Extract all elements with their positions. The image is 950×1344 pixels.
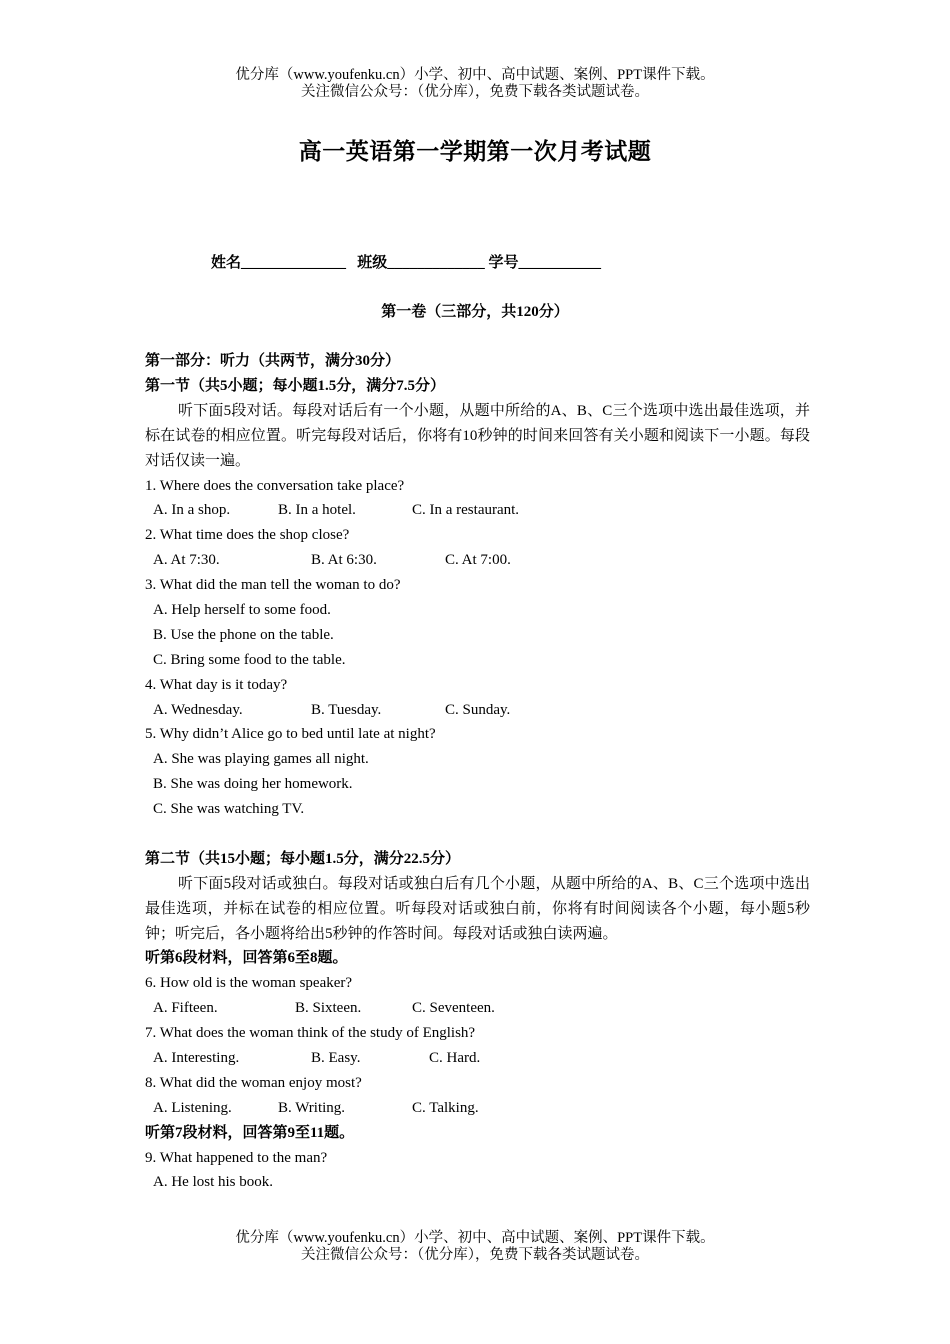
- option-c: C. In a restaurant.: [412, 502, 520, 519]
- question-3: 3. What did the man tell the woman to do?: [145, 577, 401, 594]
- option-a: A. Wednesday.: [153, 701, 243, 718]
- question-8-options: [145, 1096, 810, 1121]
- question-5: 5. Why didn’t Alice go to bed until late at night?: [145, 726, 436, 743]
- question-9: 9. What happened to the man?: [145, 1149, 328, 1166]
- option-c: C. Sunday.: [445, 701, 511, 718]
- question-2: 2. What time does the shop close?: [145, 527, 350, 544]
- option-b: B. At 6:30.: [311, 552, 377, 569]
- option-b: B. Writing.: [278, 1099, 346, 1116]
- option-c: C. Hard.: [429, 1050, 481, 1067]
- footer-line-2: 关注微信公众号：（优分库），免费下载各类试题试卷。: [301, 1247, 649, 1263]
- question-4: 4. What day is it today?: [145, 676, 288, 693]
- option-a: A. Fifteen.: [153, 1000, 218, 1017]
- option-c: C. At 7:00.: [445, 552, 511, 569]
- question-1-options: [145, 498, 810, 523]
- part1-heading: 第一部分：听力（共两节，满分30分）: [145, 353, 401, 369]
- question-1: 1. Where does the conversation take place?: [145, 477, 405, 494]
- option-b: B. Tuesday.: [311, 701, 382, 718]
- page-header: [0, 67, 950, 101]
- header-line-1: 优分库（www.youfenku.cn）小学、初中、高中试题、案例、PPT课件下载。: [235, 67, 715, 83]
- section1-instructions: 听下面5段对话。每段对话后有一个小题，从题中所给的A、B、C三个选项中选出最佳选项，并标在试卷的相应位置。听完每段对话后，你将有10秒钟的时间来回答有关小题和阅读下一小题。每段对话仅读一遍。: [145, 402, 810, 469]
- question-5-option-a: A. She was playing games all night.: [153, 751, 369, 768]
- page-footer: [0, 1230, 950, 1264]
- section1-heading: 第一节（共5小题；每小题1.5分，满分7.5分）: [145, 377, 446, 394]
- student-info-line: 姓名______________ 班级_____________ 学号___________: [211, 255, 602, 271]
- question-4-options: [145, 698, 810, 723]
- exam-content: [145, 349, 810, 1195]
- question-3-option-b: B. Use the phone on the table.: [153, 626, 334, 643]
- footer-line-1: 优分库（www.youfenku.cn）小学、初中、高中试题、案例、PPT课件下载。: [235, 1230, 715, 1246]
- question-7: 7. What does the woman think of the study of English?: [145, 1025, 476, 1042]
- material-6-heading: 听第6段材料，回答第6至8题。: [145, 950, 348, 967]
- option-c: C. Seventeen.: [412, 1000, 495, 1017]
- option-a: A. At 7:30.: [153, 552, 220, 569]
- question-7-options: [145, 1046, 810, 1071]
- question-5-option-b: B. She was doing her homework.: [153, 776, 353, 793]
- volume-heading: 第一卷（三部分，共120分）: [381, 304, 569, 320]
- question-3-option-a: A. Help herself to some food.: [153, 601, 331, 618]
- option-a: A. Listening.: [153, 1099, 232, 1116]
- option-a: A. In a shop.: [153, 502, 231, 519]
- section2-heading: 第二节（共15小题；每小题1.5分，满分22.5分）: [145, 850, 461, 867]
- section2-instructions: 听下面5段对话或独白。每段对话或独白后有几个小题，从题中所给的A、B、C三个选项中选出最佳选项，并标在试卷的相应位置。听每段对话或独白前，你将有时间阅读各个小题，每小题5秒钟；听完后，各小题将给出5秒钟的作答时间。每段对话或独白读两遍。: [145, 875, 810, 942]
- option-b: B. Sixteen.: [295, 1000, 362, 1017]
- question-9-option-a: A. He lost his book.: [153, 1174, 273, 1191]
- question-2-options: [145, 548, 810, 573]
- exam-title: 高一英语第一学期第一次月考试题: [298, 139, 652, 164]
- material-7-heading: 听第7段材料，回答第9至11题。: [145, 1124, 355, 1141]
- option-b: B. In a hotel.: [278, 502, 356, 519]
- question-6-options: [145, 996, 810, 1021]
- option-b: B. Easy.: [311, 1050, 361, 1067]
- option-c: C. Talking.: [412, 1099, 479, 1116]
- question-5-option-c: C. She was watching TV.: [153, 801, 305, 818]
- question-8: 8. What did the woman enjoy most?: [145, 1074, 362, 1091]
- header-line-2: 关注微信公众号：（优分库），免费下载各类试题试卷。: [301, 84, 649, 100]
- question-6: 6. How old is the woman speaker?: [145, 975, 353, 992]
- spacer: [145, 822, 810, 847]
- question-3-option-c: C. Bring some food to the table.: [153, 651, 346, 668]
- option-a: A. Interesting.: [153, 1050, 240, 1067]
